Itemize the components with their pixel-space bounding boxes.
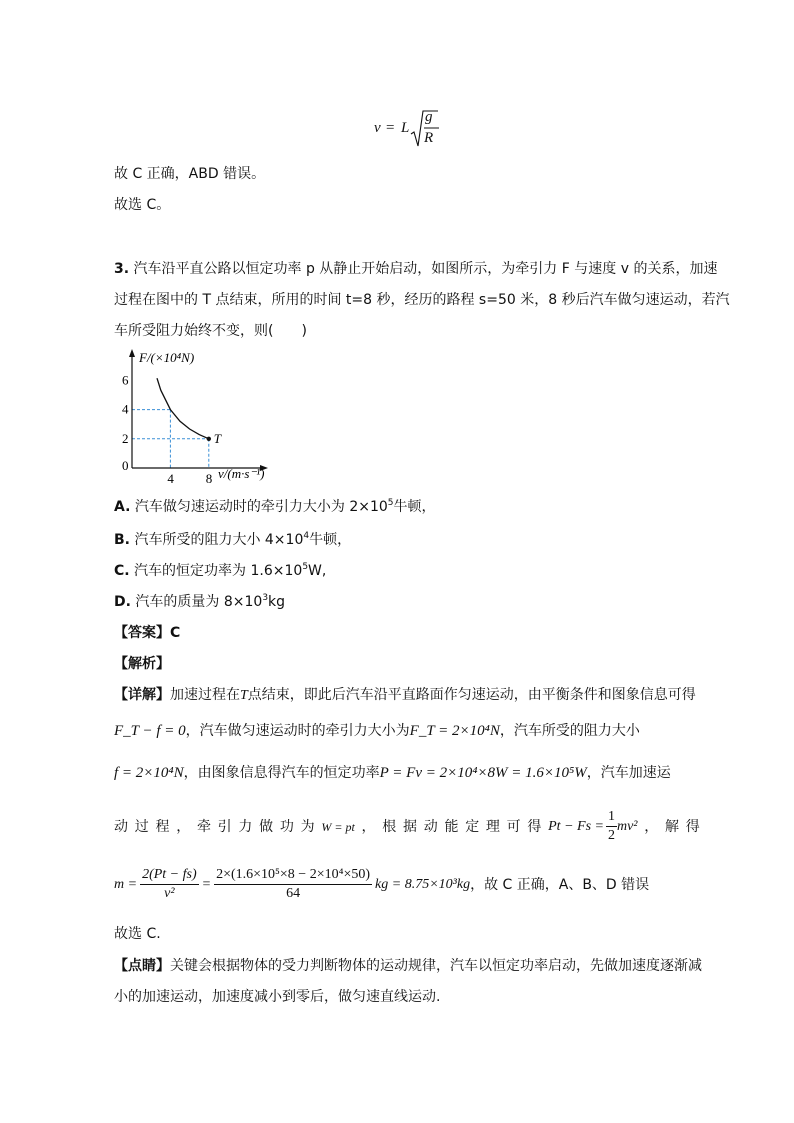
eq7-den2: 64 xyxy=(286,886,301,901)
detail-char: 解 xyxy=(664,818,679,835)
point-T-label: T xyxy=(213,430,222,446)
detail-char: 力 xyxy=(238,818,253,835)
detail-text-1a: 加速过程在 xyxy=(170,687,240,703)
eq-power: P = Fv = 2×10⁴×8W = 1.6×10⁵W xyxy=(379,765,587,781)
detail-char: 能 xyxy=(444,818,459,835)
eq6-fraction xyxy=(606,808,617,845)
detail-line-1 xyxy=(114,685,696,706)
option-b-key: B. xyxy=(114,532,130,548)
option-c-tail: W, xyxy=(308,563,327,579)
detail-char: 理 xyxy=(485,818,500,835)
eq6-den: 2 xyxy=(607,828,615,843)
eq6-num: 1 xyxy=(606,808,617,827)
detail-char: 牵 xyxy=(196,818,211,835)
prev-conclusion: 故 C 正确，ABD 错误。 xyxy=(114,166,266,182)
detail-line-5 xyxy=(114,866,649,903)
option-a xyxy=(114,497,436,517)
option-b-tail: 牛顿， xyxy=(309,532,352,548)
option-d-text: 汽车的质量为 8×10 xyxy=(135,594,263,610)
detail-char: 动 xyxy=(114,818,128,835)
eq7-tail: kg = 8.75×10³kg xyxy=(375,876,471,892)
option-d-exp: 3 xyxy=(262,593,269,603)
detail-text-3a: ，由图象信息得汽车的恒定功率 xyxy=(183,765,380,781)
option-c xyxy=(114,561,326,581)
eq7-fraction-2 xyxy=(214,866,372,903)
option-c-exp: 5 xyxy=(302,562,309,572)
option-b xyxy=(114,530,351,550)
detail-char: 做 xyxy=(259,818,274,835)
option-c-key: C. xyxy=(114,563,130,579)
y-tick-label: 6 xyxy=(122,372,129,388)
answer xyxy=(114,623,180,643)
detail-char: 动 xyxy=(423,818,438,835)
option-a-key: A. xyxy=(114,499,131,515)
option-b-exp: 4 xyxy=(303,531,310,541)
answer-value: C xyxy=(170,625,181,641)
eq7-m: m = xyxy=(114,876,138,892)
point-T xyxy=(207,437,211,441)
eq7-fraction-1 xyxy=(140,866,199,903)
detail-line-2 xyxy=(114,721,640,741)
formula-lhs: v xyxy=(374,120,381,136)
detail-conclusion: 故选 C. xyxy=(114,926,161,942)
option-d-key: D. xyxy=(114,594,131,610)
detail-char: ， xyxy=(361,818,376,835)
detail-text-1b: 点结束，即此后汽车沿平直路面作匀速运动，由平衡条件和图象信息可得 xyxy=(247,687,696,703)
eq-mass xyxy=(114,866,470,903)
prev-choice: 故选 C。 xyxy=(114,197,171,213)
force-velocity-chart xyxy=(112,345,282,485)
chart-guides xyxy=(132,410,209,468)
eq-work: W = pt xyxy=(321,819,355,834)
force-velocity-curve xyxy=(157,378,209,439)
eq-resistance: f = 2×10⁴N xyxy=(114,765,184,781)
option-b-text: 汽车所受的阻力大小 4×10 xyxy=(134,532,304,548)
eq-balance: F_T − f = 0 xyxy=(114,723,186,739)
formula-den: R xyxy=(424,130,434,146)
detail-char: 根 xyxy=(382,818,397,835)
x-axis-label: v/(m·s⁻¹) xyxy=(218,466,265,481)
detail-label: 【详解】 xyxy=(114,687,170,703)
y-axis-arrow xyxy=(129,349,135,357)
detail-char: 功 xyxy=(279,818,294,835)
comment-label: 【点睛】 xyxy=(114,958,170,974)
eq7-num2: 2×(1.6×10⁵×8 − 2×10⁴×50) xyxy=(214,866,372,885)
question-line-1 xyxy=(114,259,717,279)
eq-traction: F_T = 2×10⁴N xyxy=(409,723,500,739)
x-tick-label: 8 xyxy=(205,471,213,485)
question-number: 3. xyxy=(114,261,130,277)
comment-line-1 xyxy=(114,956,702,976)
answer-label: 【答案】 xyxy=(114,625,170,641)
detail-T: T xyxy=(240,688,248,703)
comment-line-2: 小的加速运动，加速度减小到零后，做匀速直线运动. xyxy=(114,989,441,1005)
detail-text-5: ，故 C 正确，A、B、D 错误 xyxy=(470,876,650,893)
eq7-den1: v² xyxy=(164,886,175,901)
y-axis-label: F/(×10⁴N) xyxy=(139,350,195,365)
question-text-1: 汽车沿平直公路以恒定功率 p 从静止开始启动，如图所示，为牵引力 F 与速度 v 的关系，加速 xyxy=(133,261,718,277)
formula-num: g xyxy=(425,109,433,125)
analysis-label: 【解析】 xyxy=(114,656,170,672)
detail-text-2a: ，汽车做匀速运动时的牵引力大小为 xyxy=(185,723,410,739)
detail-text-3b: ，汽车加速运 xyxy=(586,765,671,781)
comment-text-1: 关键会根据物体的受力判断物体的运动规律，汽车以恒定功率启动，先做加速度逐渐减 xyxy=(170,958,702,974)
detail-char: 过 xyxy=(134,818,149,835)
eq7-num1: 2(Pt − fs) xyxy=(140,866,199,885)
origin-label: 0 xyxy=(122,458,129,473)
y-tick-label: 4 xyxy=(122,401,129,417)
detail-char: ， xyxy=(644,818,659,835)
detail-char: 引 xyxy=(217,818,232,835)
detail-char: 得 xyxy=(685,818,700,835)
detail-char: ， xyxy=(176,818,191,835)
detail-line-3 xyxy=(114,763,671,783)
detail-line-4 xyxy=(114,808,700,845)
formula-eq: = xyxy=(386,120,395,136)
eq7-eq: = xyxy=(201,876,212,892)
detail-char: 定 xyxy=(465,818,480,835)
eq6-lhs: Pt − Fs = xyxy=(548,818,604,834)
option-a-text: 汽车做匀速运动时的牵引力大小为 2×10 xyxy=(134,499,388,515)
detail-char: 据 xyxy=(402,818,417,835)
option-a-tail: 牛顿， xyxy=(393,499,436,515)
detail-char: 可 xyxy=(506,818,521,835)
x-tick-label: 4 xyxy=(167,471,174,485)
question-line-3: 车所受阻力始终不变，则( ) xyxy=(114,323,307,339)
option-d xyxy=(114,592,285,612)
eq-energy-theorem xyxy=(548,808,637,845)
option-c-text: 汽车的恒定功率为 1.6×10 xyxy=(134,563,303,579)
question-line-2: 过程在图中的 T 点结束，所用的时间 t=8 秒，经历的路程 s=50 米，8 秒后汽车做匀速运动，若汽 xyxy=(114,292,730,308)
detail-text-2b: ，汽车所受的阻力大小 xyxy=(499,723,640,739)
option-d-tail: kg xyxy=(268,594,286,610)
option-a-exp: 5 xyxy=(387,498,394,508)
detail-char: 程 xyxy=(155,818,170,835)
y-tick-label: 2 xyxy=(122,430,129,446)
detail-char: 为 xyxy=(300,818,315,835)
eq6-tail: mv² xyxy=(616,818,638,834)
detail-char: 得 xyxy=(527,818,542,835)
formula-L: L xyxy=(401,120,410,136)
